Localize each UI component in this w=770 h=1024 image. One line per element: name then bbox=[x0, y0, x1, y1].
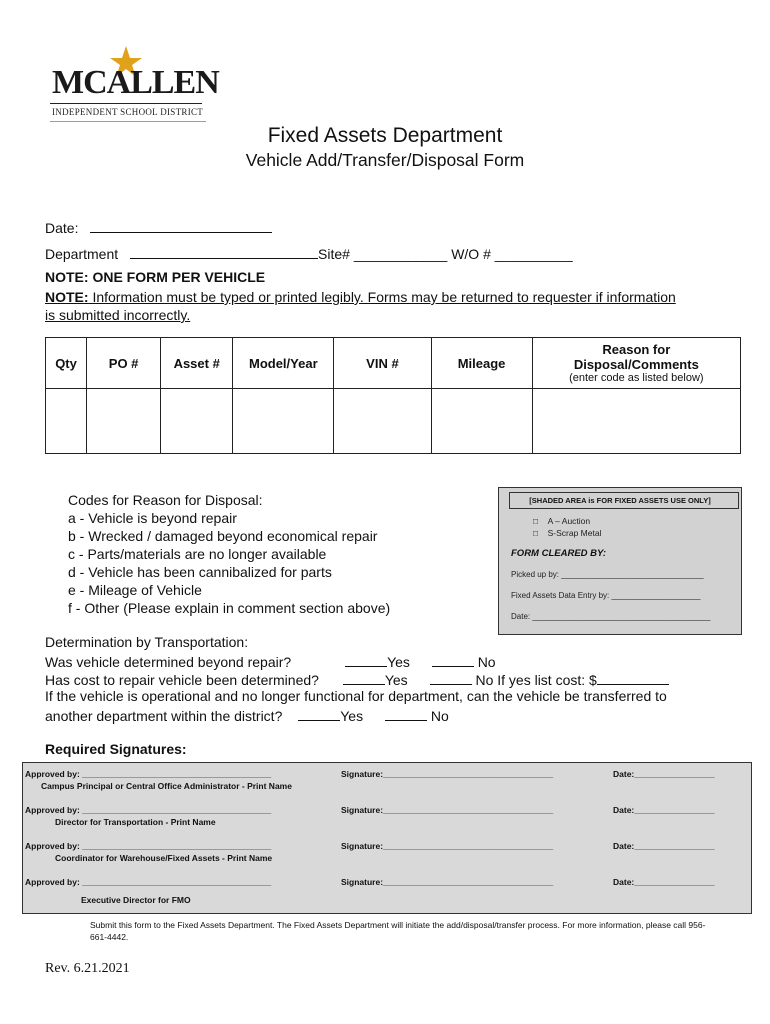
checkbox-icon[interactable]: □ bbox=[533, 516, 539, 526]
logo-name: MCALLEN bbox=[52, 64, 219, 101]
codes-title: Codes for Reason for Disposal: bbox=[68, 492, 263, 508]
approved-by-1[interactable]: Approved by: ________________________________________ bbox=[25, 769, 272, 779]
q3-yes: Yes bbox=[340, 708, 364, 724]
signature-3[interactable]: Signature:____________________________________ bbox=[341, 841, 554, 851]
signature-label: Signature: bbox=[341, 769, 384, 779]
determination-title: Determination by Transportation: bbox=[45, 634, 249, 650]
option-scrap[interactable] bbox=[533, 528, 601, 538]
date-label: Date: bbox=[613, 805, 635, 815]
signature-1[interactable]: Signature:____________________________________ bbox=[341, 769, 554, 779]
signature-label: Signature: bbox=[341, 877, 384, 887]
reason-cell[interactable] bbox=[532, 389, 740, 454]
approved-label: Approved by: bbox=[25, 769, 80, 779]
signature-4[interactable]: Signature:____________________________________ bbox=[341, 877, 554, 887]
reason-note: (enter code as listed below) bbox=[569, 372, 704, 384]
option-auction-label: A – Auction bbox=[547, 516, 591, 526]
col-reason bbox=[532, 338, 740, 389]
revision-date: Rev. 6.21.2021 bbox=[45, 961, 130, 976]
date-label: Date: bbox=[613, 769, 635, 779]
form-subtitle: Vehicle Add/Transfer/Disposal Form bbox=[245, 150, 525, 170]
code-item: a - Vehicle is beyond repair bbox=[68, 510, 237, 526]
reason-line2: Disposal/Comments bbox=[573, 357, 699, 372]
approved-by-4[interactable]: Approved by: ________________________________________ bbox=[25, 877, 272, 887]
determination-q3b bbox=[45, 706, 449, 724]
qty-cell[interactable] bbox=[46, 389, 87, 454]
q2-no-blank[interactable] bbox=[430, 670, 472, 685]
logo-underline bbox=[50, 121, 206, 122]
data-entry-by[interactable]: Fixed Assets Data Entry by: ____________________ bbox=[511, 591, 701, 600]
code-item: e - Mileage of Vehicle bbox=[68, 582, 202, 598]
option-scrap-label: S-Scrap Metal bbox=[547, 528, 602, 538]
shaded-title: [SHADED AREA is FOR FIXED ASSETS USE ONLY] bbox=[529, 496, 711, 505]
note-legibility bbox=[45, 288, 685, 324]
signature-2[interactable]: Signature:____________________________________ bbox=[341, 805, 554, 815]
date-row bbox=[45, 218, 272, 236]
wo-field[interactable]: __________ bbox=[494, 246, 573, 262]
code-item: c - Parts/materials are no longer available bbox=[68, 546, 327, 562]
signature-label: Signature: bbox=[341, 841, 384, 851]
q1-yes-blank[interactable] bbox=[345, 652, 387, 667]
approved-by-3[interactable]: Approved by: ________________________________________ bbox=[25, 841, 272, 851]
note-text: Information must be typed or printed legibly. Forms may be returned to requester if information is submitted incorrectly. bbox=[45, 289, 676, 323]
q3-text: another department within the district? bbox=[45, 708, 283, 724]
signature-box bbox=[22, 762, 752, 914]
col-model-year: Model/Year bbox=[233, 338, 334, 389]
cost-field[interactable] bbox=[597, 670, 669, 685]
determination-q3a: If the vehicle is operational and no longer functional for department, can the vehicle be transferred to bbox=[45, 688, 667, 704]
code-item: b - Wrecked / damaged beyond economical repair bbox=[68, 528, 378, 544]
approved-label: Approved by: bbox=[25, 805, 80, 815]
date-1[interactable]: Date:_________________ bbox=[613, 769, 715, 779]
department-field[interactable] bbox=[130, 244, 318, 259]
role-4: Executive Director for FMO bbox=[81, 895, 191, 905]
submit-instructions: Submit this form to the Fixed Assets Department. The Fixed Assets Department will initiate the add/disposal/transfer process. For more information, please call 956-661-4442. bbox=[90, 920, 706, 942]
note-one-form: NOTE: ONE FORM PER VEHICLE bbox=[45, 269, 266, 285]
site-label: Site# bbox=[318, 246, 350, 262]
logo-divider bbox=[50, 103, 202, 104]
q1-no-blank[interactable] bbox=[432, 652, 474, 667]
checkbox-icon[interactable]: □ bbox=[533, 528, 539, 538]
role-1: Campus Principal or Central Office Administrator - Print Name bbox=[41, 781, 292, 791]
table-header-row bbox=[46, 338, 741, 389]
form-cleared-label: FORM CLEARED BY: bbox=[511, 548, 606, 559]
q1-yes: Yes bbox=[387, 654, 410, 670]
role-2: Director for Transportation - Print Name bbox=[55, 817, 216, 827]
department-row bbox=[45, 244, 573, 262]
col-qty: Qty bbox=[46, 338, 87, 389]
q2-yes-blank[interactable] bbox=[343, 670, 385, 685]
date-label: Date: bbox=[45, 220, 79, 236]
shaded-date[interactable]: Date: ________________________________________ bbox=[511, 612, 711, 621]
vin-cell[interactable] bbox=[334, 389, 431, 454]
date-3[interactable]: Date:_________________ bbox=[613, 841, 715, 851]
q2-yes: Yes bbox=[384, 672, 408, 688]
date-2[interactable]: Date:_________________ bbox=[613, 805, 715, 815]
q2-text: Has cost to repair vehicle been determined? bbox=[45, 672, 319, 688]
code-item: d - Vehicle has been cannibalized for parts bbox=[68, 564, 332, 580]
determination-q2 bbox=[45, 670, 669, 688]
approved-label: Approved by: bbox=[25, 877, 80, 887]
department-label: Department bbox=[45, 246, 119, 262]
q2-no-cost: No If yes list cost: $ bbox=[475, 672, 597, 688]
date-field[interactable] bbox=[90, 218, 272, 233]
fixed-assets-shaded-area bbox=[498, 487, 742, 635]
wo-label: W/O # bbox=[451, 246, 491, 262]
logo-subtitle: INDEPENDENT SCHOOL DISTRICT bbox=[52, 107, 204, 117]
q1-text: Was vehicle determined beyond repair? bbox=[45, 654, 292, 670]
reason-line1: Reason for bbox=[602, 342, 671, 357]
date-4[interactable]: Date:_________________ bbox=[613, 877, 715, 887]
q3-no: No bbox=[430, 708, 449, 724]
required-signatures-heading: Required Signatures: bbox=[45, 741, 187, 757]
date-label: Date: bbox=[613, 841, 635, 851]
mileage-cell[interactable] bbox=[431, 389, 532, 454]
option-auction[interactable] bbox=[533, 516, 590, 526]
code-item: f - Other (Please explain in comment section above) bbox=[68, 600, 391, 616]
signature-label: Signature: bbox=[341, 805, 384, 815]
approved-label: Approved by: bbox=[25, 841, 80, 851]
col-mileage: Mileage bbox=[431, 338, 532, 389]
role-3: Coordinator for Warehouse/Fixed Assets - Print Name bbox=[55, 853, 273, 863]
approved-by-2[interactable]: Approved by: ________________________________________ bbox=[25, 805, 272, 815]
form-title: Fixed Assets Department bbox=[267, 124, 503, 147]
vehicle-table bbox=[45, 337, 741, 454]
disposal-codes bbox=[68, 491, 390, 617]
date-label: Date: bbox=[613, 877, 635, 887]
determination-q1 bbox=[45, 652, 496, 670]
q3-no-blank[interactable] bbox=[385, 706, 427, 721]
col-po: PO # bbox=[87, 338, 161, 389]
po-cell[interactable] bbox=[87, 389, 161, 454]
picked-up-by[interactable]: Picked up by: ________________________________ bbox=[511, 570, 704, 579]
model-year-cell[interactable] bbox=[233, 389, 334, 454]
note-prefix: NOTE: bbox=[45, 289, 89, 305]
asset-cell[interactable] bbox=[161, 389, 233, 454]
q3-yes-blank[interactable] bbox=[298, 706, 340, 721]
table-row bbox=[46, 389, 741, 454]
q1-no: No bbox=[477, 654, 496, 670]
col-vin: VIN # bbox=[334, 338, 431, 389]
col-asset: Asset # bbox=[161, 338, 233, 389]
site-field[interactable]: ____________ bbox=[353, 246, 448, 262]
